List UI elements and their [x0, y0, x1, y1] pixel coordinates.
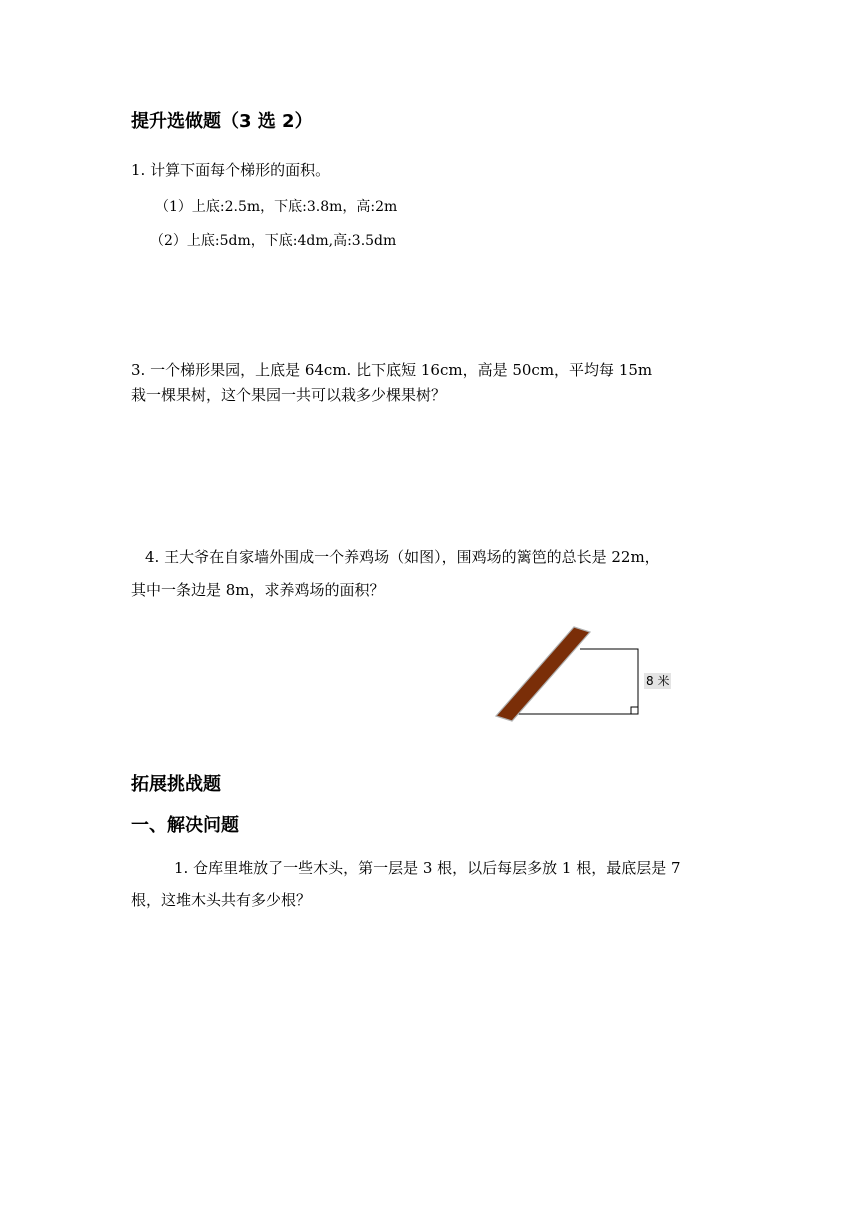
right-angle-marker	[631, 707, 638, 714]
challenge-question-1-line-1: 1. 仓库里堆放了一些木头，第一层是 3 根，以后每层多放 1 根，最底层是 7	[174, 859, 681, 877]
section-subtitle-solve: 一、解决问题	[131, 815, 239, 836]
question-1-part-2: （2）上底:5dm，下底:4dm,高:3.5dm	[150, 233, 397, 249]
chicken-coop-figure	[490, 622, 690, 727]
side-length-label: 8 米	[646, 674, 670, 688]
challenge-question-1-line-2: 根，这堆木头共有多少根？	[131, 891, 312, 909]
section-title-challenge: 拓展挑战题	[131, 774, 221, 795]
question-4-line-2: 其中一条边是 8m，求养鸡场的面积？	[131, 581, 385, 599]
question-1-stem: 1. 计算下面每个梯形的面积。	[131, 161, 331, 179]
wall-shape	[496, 627, 590, 721]
question-3-line-1: 3. 一个梯形果园，上底是 64cm. 比下底短 16cm，高是 50cm，平均每 15m	[131, 361, 653, 379]
section-title-improve: 提升选做题（3 选 2）	[131, 111, 313, 132]
question-1-part-1: （1）上底:2.5m，下底:3.8m，高:2m	[155, 199, 398, 215]
question-4-line-1: 4. 王大爷在自家墙外围成一个养鸡场（如图），围鸡场的篱笆的总长是 22m，	[145, 548, 660, 566]
question-3-line-2: 栽一棵果树，这个果园一共可以栽多少棵果树？	[131, 386, 447, 404]
